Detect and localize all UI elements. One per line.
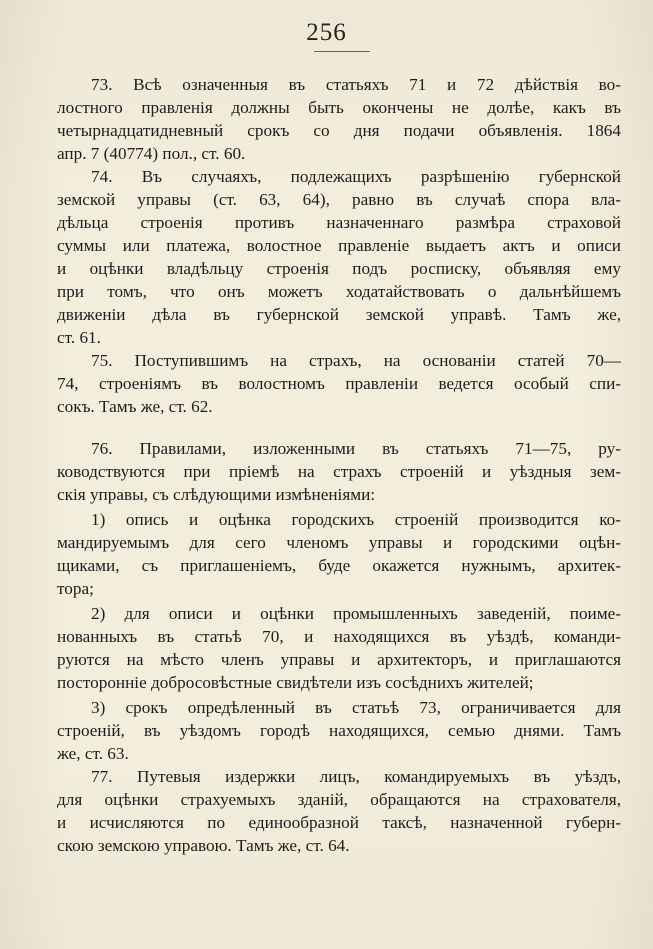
paragraph-76 — [57, 437, 621, 506]
text-line: 3) срокъ опредѣленный въ статьѣ 73, ограничивается для — [91, 698, 621, 717]
text-line: и оцѣнки владѣльцу строенія подъ росписку, объявляя ему — [57, 259, 621, 278]
paragraph-76-item-3 — [57, 696, 621, 765]
text-line: движеніи дѣла въ губернской земской управѣ. Тамъ же, — [57, 305, 621, 324]
text-line: дѣльца строенія противъ назначеннаго размѣра страховой — [57, 213, 621, 232]
text-line: и исчисляются по единообразной таксѣ, назначенной губерн- — [57, 813, 621, 832]
text-line: 76. Правилами, изложенными въ статьяхъ 71—75, ру- — [91, 439, 621, 458]
text-line: лостного правленія должны быть окончены не долѣе, какъ въ — [57, 98, 621, 117]
text-line: посторонніе добросовѣстные свидѣтели изъ сосѣднихъ жителей; — [57, 673, 534, 692]
text-line: же, ст. 63. — [57, 744, 129, 763]
paragraph-75 — [57, 349, 621, 418]
text-line: щиками, съ приглашеніемъ, буде окажется нужнымъ, архитек- — [57, 556, 621, 575]
paragraph-76-item-1 — [57, 508, 621, 600]
text-line: руются на мѣсто членъ управы и архитекторъ, и приглашаются — [57, 650, 621, 669]
paragraph-77 — [57, 765, 621, 857]
text-line: скія управы, съ слѣдующими измѣненіями: — [57, 485, 376, 504]
text-line: 2) для описи и оцѣнки промышленныхъ заведеній, поиме- — [91, 604, 621, 623]
text-line: строеній, въ уѣздомъ городѣ находящихся, семью днями. Тамъ — [57, 721, 621, 740]
text-line: 74. Въ случаяхъ, подлежащихъ разрѣшенію губернской — [91, 167, 621, 186]
text-line: сокъ. Тамъ же, ст. 62. — [57, 397, 213, 416]
text-line: при томъ, что онъ можетъ ходатайствовать о дальнѣйшемъ — [57, 282, 621, 301]
text-line: земской управы (ст. 63, 64), равно въ случаѣ спора вла- — [57, 190, 621, 209]
text-line: суммы или платежа, волостное правленіе выдаетъ актъ и описи — [57, 236, 621, 255]
paragraph-76-item-2 — [57, 602, 621, 694]
paragraph-74 — [57, 165, 621, 349]
text-line: четырнадцатидневный срокъ со дня подачи объявленія. 1864 — [57, 121, 621, 140]
text-line: для оцѣнки страхуемыхъ зданій, обращаются на страхователя, — [57, 790, 621, 809]
page-number-rule — [314, 51, 370, 52]
text-line: 77. Путевыя издержки лицъ, командируемыхъ въ уѣздъ, — [91, 767, 621, 786]
page-text — [57, 73, 621, 857]
section-gap — [57, 418, 621, 437]
text-line: апр. 7 (40774) пол., ст. 60. — [57, 144, 246, 163]
text-line: мандируемымъ для сего членомъ управы и городскими оцѣн- — [57, 533, 621, 552]
page-number: 256 — [306, 19, 347, 46]
text-line: 74, строеніямъ въ волостномъ правленіи ведется особый спи- — [57, 374, 621, 393]
text-line: 73. Всѣ означенныя въ статьяхъ 71 и 72 дѣйствія во- — [91, 75, 621, 94]
text-line: скою земскою управою. Тамъ же, ст. 64. — [57, 836, 350, 855]
text-line: ководствуются при пріемѣ на страхъ строеній и уѣздныя зем- — [57, 462, 621, 481]
text-line: тора; — [57, 579, 94, 598]
text-line: нованныхъ въ статьѣ 70, и находящихся въ уѣздѣ, команди- — [57, 627, 621, 646]
text-line: ст. 61. — [57, 328, 101, 347]
paragraph-73 — [57, 73, 621, 165]
text-line: 75. Поступившимъ на страхъ, на основаніи статей 70— — [91, 351, 621, 370]
text-line: 1) опись и оцѣнка городскихъ строеній производится ко- — [91, 510, 621, 529]
